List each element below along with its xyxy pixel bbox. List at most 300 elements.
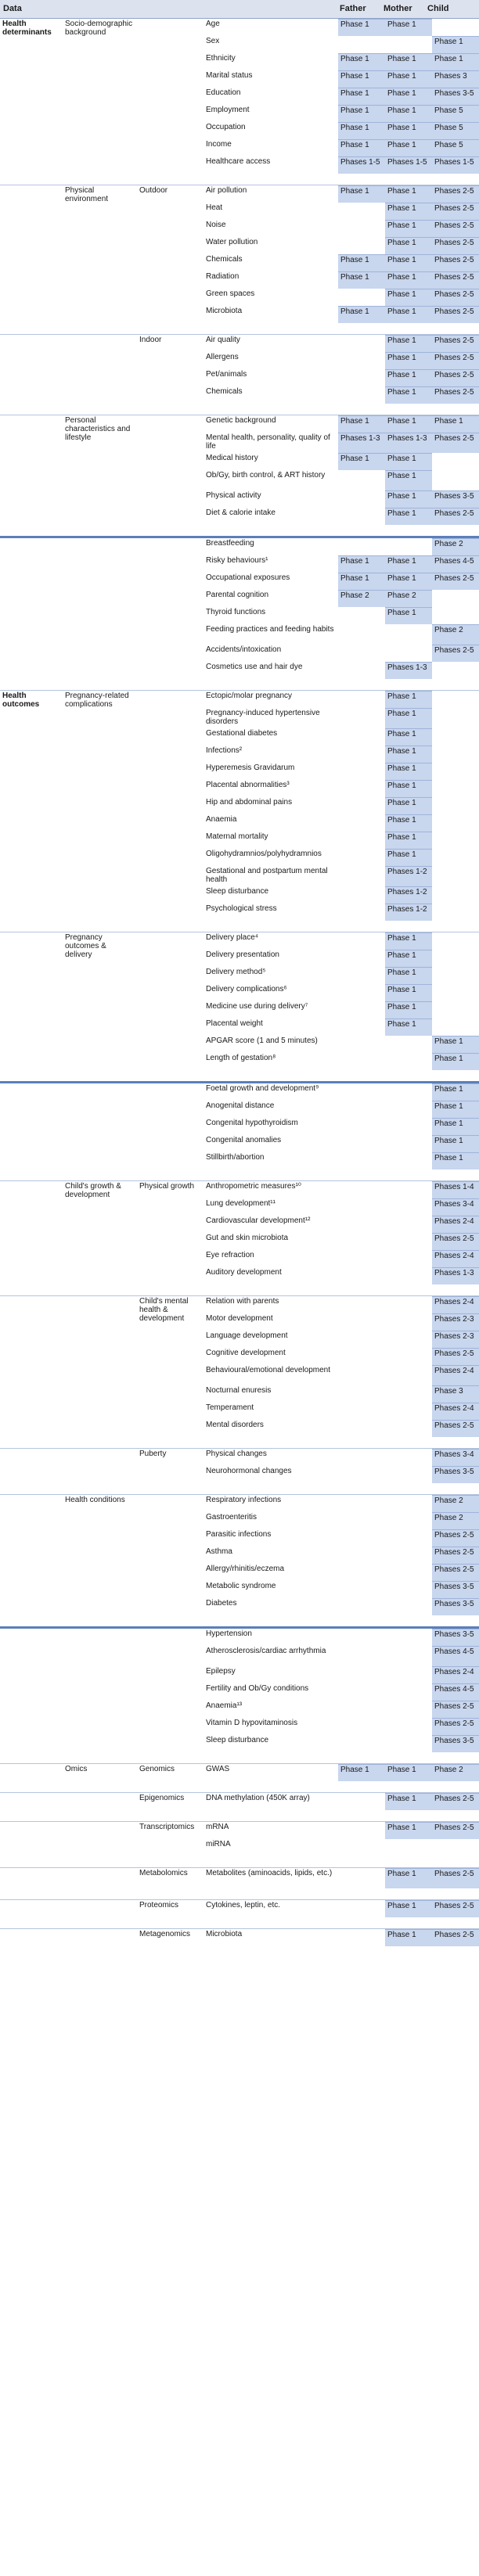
subcategory-cell xyxy=(63,967,137,984)
mother-phase-cell: Phase 1 xyxy=(385,1929,432,1946)
group-cell xyxy=(137,1365,203,1385)
child-phase-cell: Phases 2-5 xyxy=(432,1564,479,1581)
child-phase-cell: Phase 5 xyxy=(432,122,479,139)
father-phase-cell xyxy=(338,386,385,404)
group-cell xyxy=(137,1598,203,1615)
section-gap xyxy=(0,174,479,185)
subcategory-cell xyxy=(63,220,137,237)
item-cell: Employment xyxy=(206,106,250,114)
table-row xyxy=(0,1564,479,1581)
child-phase-cell: Phases 1-5 xyxy=(432,156,479,174)
item-cell: Foetal growth and development⁹ xyxy=(206,1084,319,1093)
item-cell: Breastfeeding xyxy=(206,539,254,548)
group-cell xyxy=(137,849,203,866)
section-gap xyxy=(0,1888,479,1899)
category-cell xyxy=(0,590,63,607)
category-cell xyxy=(0,1135,63,1152)
group-cell xyxy=(137,607,203,624)
subcategory-cell xyxy=(63,1267,137,1284)
child-phase-cell xyxy=(432,780,479,797)
item-cell: Length of gestation⁸ xyxy=(206,1054,276,1062)
father-phase-cell xyxy=(338,1701,385,1718)
item-cell: Mental disorders xyxy=(206,1421,264,1429)
item-cell: Allergy/rhinitis/eczema xyxy=(206,1565,285,1573)
child-phase-cell: Phases 3 xyxy=(432,70,479,88)
father-phase-cell xyxy=(338,1466,385,1483)
mother-phase-cell xyxy=(385,1267,432,1284)
child-phase-cell: Phases 2-5 xyxy=(432,433,479,453)
item-cell: Asthma xyxy=(206,1547,232,1556)
child-phase-cell: Phases 2-5 xyxy=(432,237,479,254)
category-cell xyxy=(0,728,63,745)
child-phase-cell: Phase 1 xyxy=(432,1118,479,1135)
father-phase-cell: Phase 1 xyxy=(338,254,385,271)
table-row xyxy=(0,573,479,590)
child-phase-cell: Phases 2-5 xyxy=(432,1529,479,1547)
table-row xyxy=(0,866,479,886)
header-mother: Mother xyxy=(384,4,412,13)
table-row xyxy=(0,728,479,745)
child-phase-cell: Phases 2-5 xyxy=(432,1420,479,1437)
father-phase-cell xyxy=(338,335,385,352)
father-phase-cell xyxy=(338,1793,385,1810)
table-row xyxy=(0,1449,479,1466)
section-gap xyxy=(0,1810,479,1821)
item-cell: Diabetes xyxy=(206,1599,237,1608)
group-cell xyxy=(137,271,203,289)
group-cell: Indoor xyxy=(139,336,162,344)
section-gap xyxy=(0,404,479,415)
mother-phase-cell: Phase 1 xyxy=(385,19,432,36)
table-row xyxy=(0,1683,479,1701)
section-gap xyxy=(0,1284,479,1295)
group-cell xyxy=(137,745,203,763)
subcategory-cell: Socio-demographic background xyxy=(65,20,133,37)
group-cell xyxy=(137,1135,203,1152)
table-row xyxy=(0,1512,479,1529)
mother-phase-cell: Phase 1 xyxy=(385,797,432,814)
subcategory-cell xyxy=(63,832,137,849)
group-cell: Metabolomics xyxy=(139,1869,188,1877)
table-section xyxy=(0,1867,479,1888)
mother-phase-cell: Phases 1-3 xyxy=(385,433,432,453)
father-phase-cell xyxy=(338,289,385,306)
father-phase-cell: Phase 1 xyxy=(338,53,385,70)
mother-phase-cell xyxy=(385,1683,432,1701)
item-cell: Epilepsy xyxy=(206,1667,236,1676)
group-cell xyxy=(137,904,203,921)
subcategory-cell xyxy=(63,490,137,508)
child-phase-cell xyxy=(432,967,479,984)
category-cell: Health outcomes xyxy=(2,692,40,709)
child-phase-cell xyxy=(432,691,479,708)
mother-phase-cell: Phase 1 xyxy=(385,122,432,139)
item-cell: Thyroid functions xyxy=(206,608,266,616)
subcategory-cell xyxy=(63,728,137,745)
child-phase-cell xyxy=(432,1839,479,1856)
table-row xyxy=(0,1646,479,1666)
subcategory-cell xyxy=(63,950,137,967)
item-cell: Neurohormonal changes xyxy=(206,1467,292,1475)
subcategory-cell: Child's growth & development xyxy=(65,1182,121,1199)
item-cell: Cosmetics use and hair dye xyxy=(206,663,303,671)
item-cell: Accidents/intoxication xyxy=(206,645,282,654)
group-cell: Child's mental health & development xyxy=(139,1297,189,1323)
category-cell xyxy=(0,1581,63,1598)
group-cell xyxy=(137,415,203,433)
item-cell: Medicine use during delivery⁷ xyxy=(206,1002,308,1011)
item-cell: Heat xyxy=(206,203,223,212)
father-phase-cell xyxy=(338,1403,385,1420)
child-phase-cell: Phases 2-5 xyxy=(432,203,479,220)
category-cell xyxy=(0,1701,63,1718)
subcategory-cell xyxy=(63,624,137,645)
subcategory-cell: Personal characteristics and lifestyle xyxy=(65,416,131,442)
category-cell xyxy=(0,763,63,780)
group-cell xyxy=(137,691,203,708)
table-row xyxy=(0,105,479,122)
father-phase-cell xyxy=(338,1839,385,1856)
mother-phase-cell: Phase 1 xyxy=(385,573,432,590)
group-cell xyxy=(137,1216,203,1233)
mother-phase-cell: Phases 1-5 xyxy=(385,156,432,174)
child-phase-cell: Phases 2-5 xyxy=(432,1900,479,1917)
item-cell: Anaemia¹³ xyxy=(206,1701,243,1710)
father-phase-cell xyxy=(338,967,385,984)
table-row xyxy=(0,1403,479,1420)
subcategory-cell xyxy=(63,470,137,490)
item-cell: Occupational exposures xyxy=(206,573,290,582)
table-row xyxy=(0,203,479,220)
father-phase-cell xyxy=(338,1735,385,1752)
subcategory-cell xyxy=(63,1735,137,1752)
mother-phase-cell xyxy=(385,1233,432,1250)
table-section xyxy=(0,690,479,921)
child-phase-cell: Phase 1 xyxy=(432,1101,479,1118)
mother-phase-cell: Phase 1 xyxy=(385,708,432,728)
father-phase-cell xyxy=(338,1296,385,1313)
father-phase-cell xyxy=(338,352,385,369)
mother-phase-cell: Phase 1 xyxy=(385,220,432,237)
section-gap xyxy=(0,1752,479,1763)
item-cell: Risky behaviours¹ xyxy=(206,556,268,565)
item-cell: Behavioural/emotional development xyxy=(206,1366,330,1374)
table-row xyxy=(0,849,479,866)
category-cell xyxy=(0,1683,63,1701)
mother-phase-cell: Phase 1 xyxy=(385,88,432,105)
item-cell: Ob/Gy, birth control, & ART history xyxy=(206,471,326,480)
subcategory-cell xyxy=(63,645,137,662)
subcategory-cell xyxy=(63,1233,137,1250)
mother-phase-cell: Phase 2 xyxy=(385,590,432,607)
child-phase-cell: Phases 2-5 xyxy=(432,306,479,323)
group-cell xyxy=(137,1001,203,1019)
item-cell: Fertility and Ob/Gy conditions xyxy=(206,1684,309,1693)
subcategory-cell xyxy=(63,1666,137,1683)
subcategory-cell xyxy=(63,1466,137,1483)
table-section xyxy=(0,1180,479,1284)
category-cell xyxy=(0,1868,63,1888)
child-phase-cell xyxy=(432,590,479,607)
category-cell xyxy=(0,1646,63,1666)
subcategory-cell xyxy=(63,763,137,780)
item-cell: Respiratory infections xyxy=(206,1496,282,1504)
group-cell xyxy=(137,1403,203,1420)
category-cell xyxy=(0,1250,63,1267)
item-cell: Delivery presentation xyxy=(206,950,279,959)
father-phase-cell xyxy=(338,538,385,555)
category-cell xyxy=(0,573,63,590)
table-row xyxy=(0,1385,479,1403)
father-phase-cell xyxy=(338,1083,385,1101)
child-phase-cell: Phases 2-4 xyxy=(432,1296,479,1313)
item-cell: Congenital hypothyroidism xyxy=(206,1119,298,1127)
group-cell xyxy=(137,814,203,832)
group-cell xyxy=(137,1313,203,1331)
item-cell: Placental weight xyxy=(206,1019,263,1028)
child-phase-cell: Phases 2-5 xyxy=(432,1718,479,1735)
table-row xyxy=(0,139,479,156)
group-cell xyxy=(137,1564,203,1581)
mother-phase-cell xyxy=(385,1449,432,1466)
father-phase-cell: Phase 1 xyxy=(338,122,385,139)
group-cell xyxy=(137,573,203,590)
category-cell xyxy=(0,1296,63,1313)
category-cell xyxy=(0,708,63,728)
table-section xyxy=(0,1626,479,1752)
child-phase-cell: Phase 3 xyxy=(432,1385,479,1403)
category-cell xyxy=(0,220,63,237)
mother-phase-cell xyxy=(385,1198,432,1216)
mother-phase-cell xyxy=(385,1581,432,1598)
table-row xyxy=(0,645,479,662)
mother-phase-cell xyxy=(385,1181,432,1198)
father-phase-cell xyxy=(338,1216,385,1233)
category-cell xyxy=(0,508,63,525)
item-cell: mRNA xyxy=(206,1823,229,1831)
mother-phase-cell xyxy=(385,1420,432,1437)
subcategory-cell: Pregnancy-related complications xyxy=(65,692,129,709)
group-cell xyxy=(137,1839,203,1856)
category-cell xyxy=(0,866,63,886)
subcategory-cell xyxy=(63,1512,137,1529)
item-cell: Anthropometric measures¹⁰ xyxy=(206,1182,301,1191)
item-cell: Gastroenteritis xyxy=(206,1513,258,1522)
subcategory-cell xyxy=(63,1118,137,1135)
child-phase-cell: Phases 3-5 xyxy=(432,1598,479,1615)
father-phase-cell xyxy=(338,1036,385,1053)
child-phase-cell: Phases 2-4 xyxy=(432,1403,479,1420)
group-cell xyxy=(137,1701,203,1718)
child-phase-cell xyxy=(432,932,479,950)
child-phase-cell: Phase 2 xyxy=(432,1495,479,1512)
category-cell xyxy=(0,1764,63,1781)
child-phase-cell xyxy=(432,814,479,832)
father-phase-cell xyxy=(338,237,385,254)
group-cell xyxy=(137,1101,203,1118)
group-cell xyxy=(137,832,203,849)
group-cell: Proteomics xyxy=(139,1901,179,1910)
subcategory-cell xyxy=(63,1348,137,1365)
mother-phase-cell: Phase 1 xyxy=(385,335,432,352)
father-phase-cell: Phase 1 xyxy=(338,1764,385,1781)
child-phase-cell: Phases 2-5 xyxy=(432,1868,479,1888)
mother-phase-cell xyxy=(385,1598,432,1615)
category-cell xyxy=(0,36,63,53)
table-row xyxy=(0,950,479,967)
category-cell xyxy=(0,1019,63,1036)
group-cell xyxy=(137,306,203,323)
mother-phase-cell: Phase 1 xyxy=(385,932,432,950)
item-cell: Metabolites (aminoacids, lipids, etc.) xyxy=(206,1869,333,1877)
group-cell xyxy=(137,932,203,950)
category-cell xyxy=(0,433,63,453)
category-cell xyxy=(0,814,63,832)
group-cell xyxy=(137,122,203,139)
mother-phase-cell xyxy=(385,1403,432,1420)
section-gap xyxy=(0,679,479,690)
mother-phase-cell xyxy=(385,1216,432,1233)
subcategory-cell xyxy=(63,1629,137,1646)
father-phase-cell xyxy=(338,1053,385,1070)
father-phase-cell xyxy=(338,1718,385,1735)
category-cell xyxy=(0,1216,63,1233)
subcategory-cell xyxy=(63,1036,137,1053)
group-cell xyxy=(137,490,203,508)
table-row xyxy=(0,1331,479,1348)
group-cell xyxy=(137,1083,203,1101)
subcategory-cell xyxy=(63,508,137,525)
group-cell xyxy=(137,1348,203,1365)
table-row xyxy=(0,335,479,352)
subcategory-cell xyxy=(63,1718,137,1735)
mother-phase-cell xyxy=(385,645,432,662)
subcategory-cell xyxy=(63,1365,137,1385)
category-cell xyxy=(0,490,63,508)
category-cell xyxy=(0,415,63,433)
subcategory-cell xyxy=(63,122,137,139)
category-cell xyxy=(0,1449,63,1466)
child-phase-cell: Phases 2-4 xyxy=(432,1666,479,1683)
subcategory-cell xyxy=(63,662,137,679)
table-row xyxy=(0,1822,479,1839)
group-cell xyxy=(137,763,203,780)
father-phase-cell xyxy=(338,1233,385,1250)
father-phase-cell xyxy=(338,708,385,728)
child-phase-cell xyxy=(432,745,479,763)
child-phase-cell: Phases 2-5 xyxy=(432,573,479,590)
child-phase-cell: Phase 5 xyxy=(432,105,479,122)
category-cell xyxy=(0,1420,63,1437)
subcategory-cell xyxy=(63,433,137,453)
subcategory-cell: Health conditions xyxy=(65,1496,125,1504)
table-row xyxy=(0,1036,479,1053)
subcategory-cell xyxy=(63,70,137,88)
mother-phase-cell: Phase 1 xyxy=(385,555,432,573)
mother-phase-cell: Phase 1 xyxy=(385,289,432,306)
group-cell xyxy=(137,220,203,237)
subcategory-cell xyxy=(63,1868,137,1888)
mother-phase-cell xyxy=(385,624,432,645)
category-cell xyxy=(0,335,63,352)
subcategory-cell xyxy=(63,1529,137,1547)
group-cell xyxy=(137,1385,203,1403)
category-cell xyxy=(0,386,63,404)
child-phase-cell: Phases 3-5 xyxy=(432,1735,479,1752)
father-phase-cell xyxy=(338,1250,385,1267)
category-cell xyxy=(0,607,63,624)
father-phase-cell xyxy=(338,1512,385,1529)
mother-phase-cell: Phase 1 xyxy=(385,105,432,122)
subcategory-cell xyxy=(63,1929,137,1946)
father-phase-cell xyxy=(338,984,385,1001)
subcategory-cell xyxy=(63,1793,137,1810)
mother-phase-cell: Phase 1 xyxy=(385,1868,432,1888)
mother-phase-cell: Phase 1 xyxy=(385,1900,432,1917)
category-cell xyxy=(0,271,63,289)
father-phase-cell: Phase 1 xyxy=(338,453,385,470)
group-cell xyxy=(137,352,203,369)
subcategory-cell xyxy=(63,866,137,886)
category-cell xyxy=(0,254,63,271)
category-cell xyxy=(0,1629,63,1646)
category-cell xyxy=(0,1233,63,1250)
table-section xyxy=(0,1928,479,1946)
table-row xyxy=(0,1420,479,1437)
father-phase-cell: Phases 1-3 xyxy=(338,433,385,453)
subcategory-cell xyxy=(63,88,137,105)
item-cell: GWAS xyxy=(206,1765,230,1773)
father-phase-cell xyxy=(338,1581,385,1598)
subcategory-cell xyxy=(63,607,137,624)
group-cell xyxy=(137,36,203,53)
category-cell xyxy=(0,950,63,967)
group-cell xyxy=(137,19,203,36)
mother-phase-cell xyxy=(385,1365,432,1385)
mother-phase-cell: Phase 1 xyxy=(385,415,432,433)
father-phase-cell xyxy=(338,220,385,237)
item-cell: Chemicals xyxy=(206,387,243,396)
item-cell: Lung development¹¹ xyxy=(206,1199,276,1208)
father-phase-cell xyxy=(338,1564,385,1581)
subcategory-cell xyxy=(63,1900,137,1917)
group-cell xyxy=(137,1735,203,1752)
mother-phase-cell: Phase 1 xyxy=(385,849,432,866)
category-cell xyxy=(0,1735,63,1752)
table-row xyxy=(0,1001,479,1019)
group-cell xyxy=(137,70,203,88)
category-cell xyxy=(0,453,63,470)
table-row xyxy=(0,1181,479,1198)
father-phase-cell xyxy=(338,508,385,525)
table-row xyxy=(0,19,479,36)
mother-phase-cell: Phase 1 xyxy=(385,967,432,984)
group-cell xyxy=(137,645,203,662)
section-gap xyxy=(0,921,479,932)
mother-phase-cell xyxy=(385,1839,432,1856)
father-phase-cell xyxy=(338,1529,385,1547)
mother-phase-cell: Phase 1 xyxy=(385,139,432,156)
mother-phase-cell: Phase 1 xyxy=(385,203,432,220)
table-section xyxy=(0,932,479,1070)
mother-phase-cell: Phase 1 xyxy=(385,70,432,88)
subcategory-cell xyxy=(63,1198,137,1216)
mother-phase-cell: Phase 1 xyxy=(385,386,432,404)
child-phase-cell: Phases 2-5 xyxy=(432,1701,479,1718)
child-phase-cell: Phase 1 xyxy=(432,1135,479,1152)
subcategory-cell xyxy=(63,289,137,306)
table-section xyxy=(0,1763,479,1781)
